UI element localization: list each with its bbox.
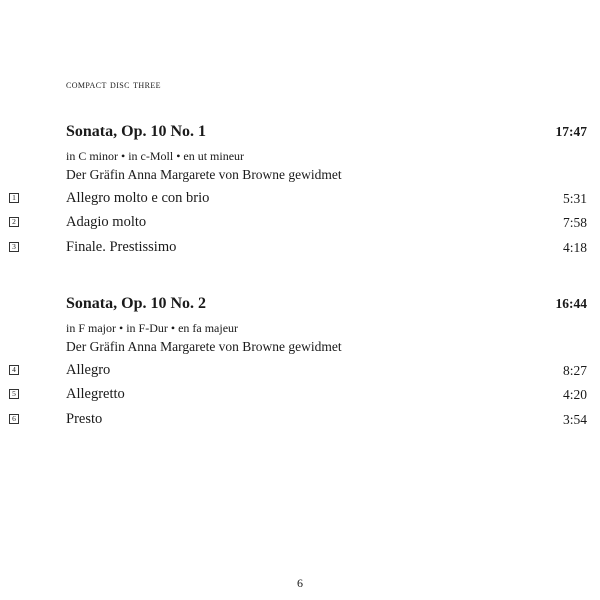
track-time: 8:27 — [562, 363, 587, 378]
track-row[interactable] — [0, 386, 600, 406]
track-number-box: 1 — [9, 193, 19, 203]
disc-heading: compact disc three — [66, 79, 161, 91]
track-title: Allegretto — [66, 386, 125, 402]
track-number-box: 5 — [9, 389, 19, 399]
sonata-key-line: in F major • in F-Dur • en fa majeur — [66, 321, 239, 335]
track-title: Allegro molto e con brio — [66, 190, 210, 206]
track-number-box: 2 — [9, 217, 19, 227]
track-time: 7:58 — [562, 215, 587, 230]
track-title: Allegro — [66, 362, 111, 378]
track-title: Presto — [66, 411, 103, 427]
track-title: Adagio molto — [66, 214, 147, 230]
sonata-total-time: 17:47 — [555, 124, 587, 139]
track-title: Finale. Prestissimo — [66, 239, 177, 255]
sonata-title: Sonata, Op. 10 No. 2 — [66, 295, 207, 312]
track-time: 5:31 — [562, 191, 587, 206]
sonata-title: Sonata, Op. 10 No. 1 — [66, 123, 207, 140]
track-time: 4:20 — [562, 387, 587, 402]
track-number-box: 3 — [9, 242, 19, 252]
sonata-dedication: Der Gräfin Anna Margarete von Browne gewidmet — [66, 167, 342, 182]
track-row[interactable] — [0, 362, 600, 382]
page-number: 6 — [297, 576, 303, 590]
sonata-total-time: 16:44 — [555, 296, 587, 311]
track-time: 3:54 — [562, 412, 587, 427]
track-row[interactable] — [0, 214, 600, 234]
sonata-key-line: in C minor • in c-Moll • en ut mineur — [66, 149, 245, 163]
track-time: 4:18 — [562, 240, 587, 255]
track-row[interactable] — [0, 239, 600, 259]
track-number-box: 4 — [9, 365, 19, 375]
track-row[interactable] — [0, 411, 600, 431]
track-number-box: 6 — [9, 414, 19, 424]
sonata-dedication: Der Gräfin Anna Margarete von Browne gewidmet — [66, 339, 342, 354]
track-row[interactable] — [0, 190, 600, 210]
